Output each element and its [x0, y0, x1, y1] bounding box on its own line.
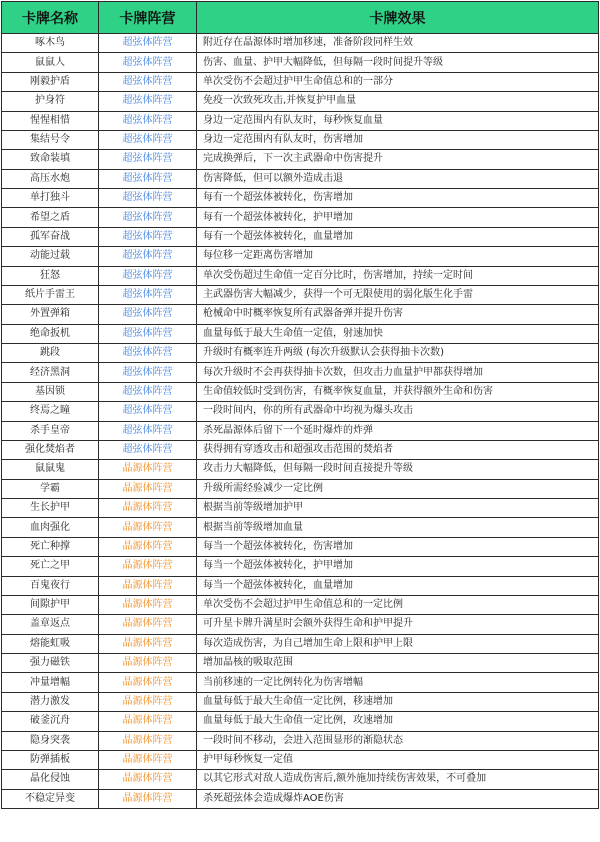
- card-name: 护身符: [2, 92, 99, 111]
- table-row: [2, 499, 599, 518]
- card-camp: 超弦体阵营: [99, 382, 197, 401]
- card-camp: 超弦体阵营: [99, 305, 197, 324]
- card-camp: 超弦体阵营: [99, 421, 197, 440]
- table-row: [2, 692, 599, 711]
- card-name: 生长护甲: [2, 499, 99, 518]
- table-row: [2, 460, 599, 479]
- table-row: [2, 615, 599, 634]
- card-camp: 超弦体阵营: [99, 208, 197, 227]
- table-row: [2, 227, 599, 246]
- card-effect: 伤害、血量、护甲大幅降低，但每隔一段时间提升等级: [197, 53, 599, 72]
- table-row: [2, 537, 599, 556]
- card-camp: 超弦体阵营: [99, 324, 197, 343]
- card-table: [1, 1, 599, 809]
- table-row: [2, 208, 599, 227]
- card-camp: 晶源体阵营: [99, 731, 197, 750]
- card-camp: 晶源体阵营: [99, 789, 197, 808]
- card-effect: 每有一个超弦体被转化，伤害增加: [197, 189, 599, 208]
- card-effect: 每次升级时不会再获得抽卡次数，但攻击力血量护甲都获得增加: [197, 363, 599, 382]
- header-card-name: 卡牌名称: [2, 2, 99, 34]
- card-camp: 超弦体阵营: [99, 285, 197, 304]
- card-camp: 超弦体阵营: [99, 72, 197, 91]
- table-row: [2, 305, 599, 324]
- card-effect: 血量每低于最大生命值一定比例，攻速增加: [197, 712, 599, 731]
- card-camp: 晶源体阵营: [99, 615, 197, 634]
- card-camp: 超弦体阵营: [99, 169, 197, 188]
- card-camp: 超弦体阵营: [99, 363, 197, 382]
- card-effect: 生命值较低时受到伤害，有概率恢复血量，并获得额外生命和伤害: [197, 382, 599, 401]
- table-row: [2, 34, 599, 53]
- card-name: 隐身突袭: [2, 731, 99, 750]
- card-name: 集结号令: [2, 130, 99, 149]
- card-camp: 超弦体阵营: [99, 189, 197, 208]
- table-row: [2, 382, 599, 401]
- card-effect: 每次造成伤害，为自己增加生命上限和护甲上限: [197, 634, 599, 653]
- card-effect: 每有一个超弦体被转化，护甲增加: [197, 208, 599, 227]
- card-name: 纸片手雷王: [2, 285, 99, 304]
- table-row: [2, 595, 599, 614]
- table-body: [2, 34, 599, 809]
- card-camp: 晶源体阵营: [99, 770, 197, 789]
- card-name: 绝命扳机: [2, 324, 99, 343]
- card-effect: 血量每低于最大生命值一定比例，移速增加: [197, 692, 599, 711]
- card-camp: 超弦体阵营: [99, 266, 197, 285]
- table-row: [2, 53, 599, 72]
- card-camp: 超弦体阵营: [99, 227, 197, 246]
- card-camp: 超弦体阵营: [99, 440, 197, 459]
- table-row: [2, 92, 599, 111]
- card-name: 啄木鸟: [2, 34, 99, 53]
- card-name: 学霸: [2, 479, 99, 498]
- card-name: 盖章返点: [2, 615, 99, 634]
- card-camp: 晶源体阵营: [99, 499, 197, 518]
- card-effect: 每位移一定距离伤害增加: [197, 247, 599, 266]
- card-camp: 晶源体阵营: [99, 479, 197, 498]
- card-effect: 每当一个超弦体被转化，血量增加: [197, 576, 599, 595]
- card-name: 孤军奋战: [2, 227, 99, 246]
- card-effect: 每当一个超弦体被转化，护甲增加: [197, 557, 599, 576]
- card-name: 经济黑洞: [2, 363, 99, 382]
- card-name: 鼠鼠人: [2, 53, 99, 72]
- card-effect: 身边一定范围内有队友时，每秒恢复血量: [197, 111, 599, 130]
- card-effect: 枪械命中时概率恢复所有武器备弹并提升伤害: [197, 305, 599, 324]
- card-effect: 主武器伤害大幅减少，获得一个可无限使用的弱化版生化手雷: [197, 285, 599, 304]
- card-effect: 附近存在晶源体时增加移速，准备阶段同样生效: [197, 34, 599, 53]
- table-row: [2, 402, 599, 421]
- card-name: 强化焚焰者: [2, 440, 99, 459]
- card-effect: 攻击力大幅降低，但每隔一段时间直接提升等级: [197, 460, 599, 479]
- card-camp: 晶源体阵营: [99, 692, 197, 711]
- card-effect: 升级所需经验减少一定比例: [197, 479, 599, 498]
- card-name: 死亡种撑: [2, 537, 99, 556]
- card-name: 杀手皇帝: [2, 421, 99, 440]
- card-camp: 超弦体阵营: [99, 247, 197, 266]
- card-camp: 晶源体阵营: [99, 673, 197, 692]
- card-name: 潜力激发: [2, 692, 99, 711]
- table-row: [2, 111, 599, 130]
- table-row: [2, 731, 599, 750]
- card-name: 间隙护甲: [2, 595, 99, 614]
- table-row: [2, 247, 599, 266]
- table-row: [2, 634, 599, 653]
- card-name: 单打独斗: [2, 189, 99, 208]
- card-name: 致命装填: [2, 150, 99, 169]
- card-effect: 伤害降低，但可以额外造成击退: [197, 169, 599, 188]
- table-row: [2, 673, 599, 692]
- card-camp: 晶源体阵营: [99, 750, 197, 769]
- table-row: [2, 421, 599, 440]
- card-name: 鼠鼠鬼: [2, 460, 99, 479]
- table-row: [2, 266, 599, 285]
- card-camp: 晶源体阵营: [99, 595, 197, 614]
- card-effect: 每当一个超弦体被转化，伤害增加: [197, 537, 599, 556]
- table-row: [2, 789, 599, 808]
- card-effect: 血量每低于最大生命值一定值，射速加快: [197, 324, 599, 343]
- card-camp: 晶源体阵营: [99, 518, 197, 537]
- table-row: [2, 169, 599, 188]
- card-name: 高压水炮: [2, 169, 99, 188]
- card-name: 熔能虹吸: [2, 634, 99, 653]
- table-row: [2, 189, 599, 208]
- card-name: 惺惺相惜: [2, 111, 99, 130]
- header-card-effect: 卡牌效果: [197, 2, 599, 34]
- card-effect: 免疫一次致死攻击,并恢复护甲血量: [197, 92, 599, 111]
- table-row: [2, 654, 599, 673]
- table-row: [2, 344, 599, 363]
- card-effect: 可升星卡牌升满星时会额外获得生命和护甲提升: [197, 615, 599, 634]
- card-name: 晶化侵蚀: [2, 770, 99, 789]
- card-camp: 晶源体阵营: [99, 712, 197, 731]
- header-card-camp: 卡牌阵营: [99, 2, 197, 34]
- card-effect: 每有一个超弦体被转化，血量增加: [197, 227, 599, 246]
- card-camp: 超弦体阵营: [99, 34, 197, 53]
- card-name: 动能过载: [2, 247, 99, 266]
- card-effect: 完成换弹后，下一次主武器命中伤害提升: [197, 150, 599, 169]
- card-effect: 根据当前等级增加护甲: [197, 499, 599, 518]
- card-camp: 超弦体阵营: [99, 130, 197, 149]
- card-camp: 晶源体阵营: [99, 537, 197, 556]
- table-row: [2, 479, 599, 498]
- card-effect: 一段时间内，你的所有武器命中均视为爆头攻击: [197, 402, 599, 421]
- table-row: [2, 72, 599, 91]
- card-name: 血肉强化: [2, 518, 99, 537]
- card-camp: 晶源体阵营: [99, 576, 197, 595]
- card-effect: 单次受伤不会超过护甲生命值总和的一定比例: [197, 595, 599, 614]
- table-row: [2, 576, 599, 595]
- card-name: 跳段: [2, 344, 99, 363]
- card-effect: 杀死晶源体后留下一个延时爆炸的炸弹: [197, 421, 599, 440]
- card-camp: 超弦体阵营: [99, 150, 197, 169]
- table-row: [2, 150, 599, 169]
- card-name: 死亡之甲: [2, 557, 99, 576]
- card-camp: 晶源体阵营: [99, 634, 197, 653]
- card-name: 强力磁铁: [2, 654, 99, 673]
- card-name: 防弹插板: [2, 750, 99, 769]
- card-name: 百鬼夜行: [2, 576, 99, 595]
- table-row: [2, 557, 599, 576]
- card-name: 外置弹箱: [2, 305, 99, 324]
- card-camp: 超弦体阵营: [99, 53, 197, 72]
- card-name: 刚毅护盾: [2, 72, 99, 91]
- card-effect: 升级时有概率连升两级 (每次升级默认会获得抽卡次数): [197, 344, 599, 363]
- card-camp: 超弦体阵营: [99, 402, 197, 421]
- card-camp: 晶源体阵营: [99, 557, 197, 576]
- card-effect: 获得拥有穿透攻击和超强攻击范围的焚焰者: [197, 440, 599, 459]
- table-row: [2, 712, 599, 731]
- card-name: 终焉之瞳: [2, 402, 99, 421]
- card-name: 破釜沉舟: [2, 712, 99, 731]
- card-camp: 超弦体阵营: [99, 344, 197, 363]
- card-name: 冲量增幅: [2, 673, 99, 692]
- card-camp: 超弦体阵营: [99, 92, 197, 111]
- card-effect: 以其它形式对敌人造成伤害后,额外施加持续伤害效果，不可叠加: [197, 770, 599, 789]
- card-effect: 单次受伤超过生命值一定百分比时，伤害增加，持续一定时间: [197, 266, 599, 285]
- table-row: [2, 130, 599, 149]
- card-effect: 杀死超弦体会造成爆炸AOE伤害: [197, 789, 599, 808]
- table-row: [2, 770, 599, 789]
- card-name: 希望之盾: [2, 208, 99, 227]
- table-row: [2, 750, 599, 769]
- header-row: [2, 2, 599, 34]
- card-name: 不稳定异变: [2, 789, 99, 808]
- card-name: 基因锁: [2, 382, 99, 401]
- card-effect: 当前移速的一定比例转化为伤害增幅: [197, 673, 599, 692]
- table-row: [2, 324, 599, 343]
- card-effect: 护甲每秒恢复一定值: [197, 750, 599, 769]
- card-camp: 晶源体阵营: [99, 460, 197, 479]
- table-row: [2, 285, 599, 304]
- table-row: [2, 363, 599, 382]
- card-effect: 根据当前等级增加血量: [197, 518, 599, 537]
- table-row: [2, 440, 599, 459]
- card-name: 狂怒: [2, 266, 99, 285]
- card-effect: 增加晶核的吸取范围: [197, 654, 599, 673]
- card-effect: 一段时间不移动，会进入范围显形的渐隐状态: [197, 731, 599, 750]
- card-effect: 单次受伤不会超过护甲生命值总和的一部分: [197, 72, 599, 91]
- card-effect: 身边一定范围内有队友时，伤害增加: [197, 130, 599, 149]
- table-row: [2, 518, 599, 537]
- card-camp: 超弦体阵营: [99, 111, 197, 130]
- card-camp: 晶源体阵营: [99, 654, 197, 673]
